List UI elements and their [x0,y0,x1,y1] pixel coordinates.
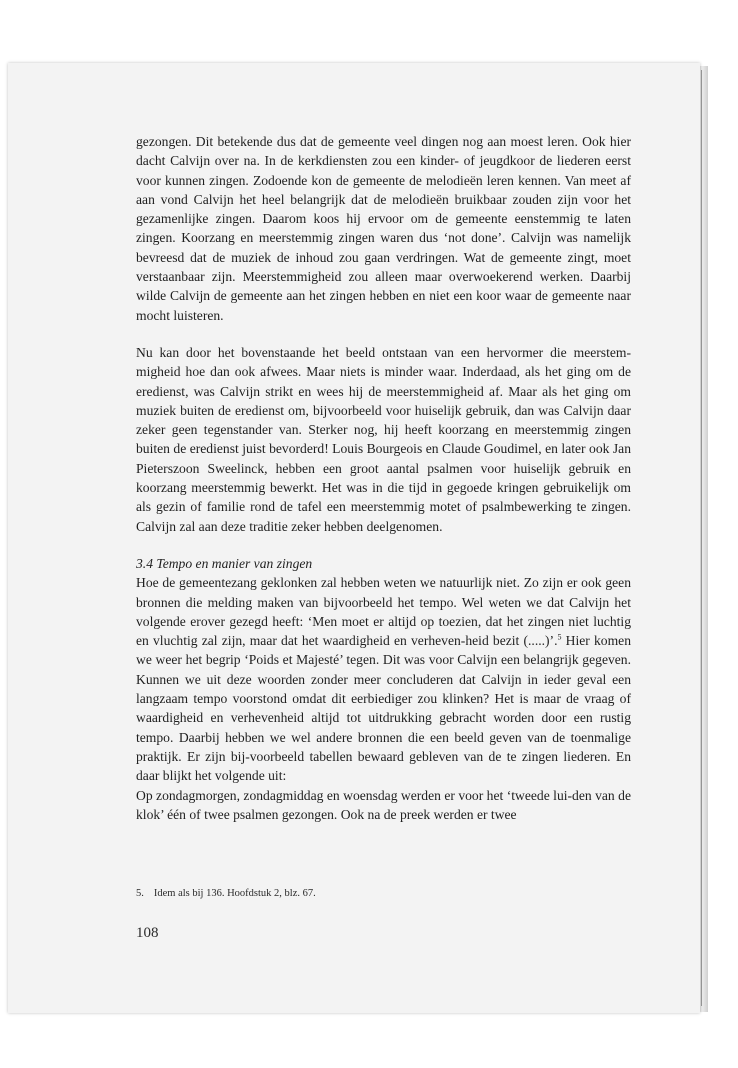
footnote-reference: 5 [557,632,562,642]
footnote [136,888,631,899]
page-edge-line [701,70,702,1006]
paragraph-4: Op zondagmorgen, zondagmiddag en woensdag werden er voor het ‘tweede lui-den van de klok’ één of twee psalmen gezongen. Ook na de preek werden er twee [136,787,631,822]
page-number: 108 [136,925,159,941]
footnote-number: 5. [136,888,144,899]
paragraph-3-text-b: Hier komen we weer het begrip ‘Poids et Majesté’ tegen. Dit was voor Calvijn een belangrijk gegeven. Kunnen we uit deze woorden zonder meer concluderen dat Calvijn in ieder geval een langzaam tempo voorstond omdat dit eerbiediger zou klinken? Het is maar de vraag of waardigheid en verhevenheid altijd tot uitdrukking gebracht worden door een rustig tempo. Daarbij hebben we wel andere bronnen die een beeld geven van de toenmalige praktijk. Er zijn bij-voorbeeld tabellen bewaard gebleven van de te zingen liederen. En daar blijkt het volgende uit: [136,633,631,784]
paragraph-3 [136,573,631,785]
paragraph-2: Nu kan door het bovenstaande het beeld ontstaan van een hervormer die meerstem-migheid hoe dan ook afwees. Maar niets is minder waar. Inderdaad, als het ging om de eredienst, was Calvijn strikt en wees hij de meerstemmigheid af. Maar als het ging om muziek buiten de eredienst om, bijvoorbeeld voor huiselijk gebruik, dan was Calvijn daar zeker geen tegenstander van. Sterker nog, hij heeft koorzang en meerstemmig zingen buiten de eredienst juist bevorderd! Louis Bourgeois en Claude Goudimel, en later ook Jan Pieterszoon Sweelinck, hebben een groot aantal psalmen voor huiselijk gebruik en koorzang meerstemmig bewerkt. Het was in die tijd in gegoede kringen gebruikelijk om als gezin of familie rond de tafel een meerstemmig motet of psalmbewerking te zingen. Calvijn zal aan deze traditie zeker hebben deelgenomen. [136,344,631,534]
section-heading: 3.4 Tempo en manier van zingen [136,555,313,571]
paragraph-1: gezongen. Dit betekende dus dat de gemeente veel dingen nog aan moest leren. Ook hier dacht Calvijn over na. In de kerkdiensten zou een kinder- of jeugdkoor de liederen eerst voor kunnen zingen. Zodoende kon de gemeente de melodieën leren kennen. Van meet af aan vond Calvijn het heel belangrijk dat de melodieën bruikbaar zouden zijn voor het gezamenlijke zingen. Daarom koos hij ervoor om de gemeente eenstemmig te laten zingen. Koorzang en meerstemmig zingen waren dus ‘not done’. Calvijn was namelijk bevreesd dat de muziek de inhoud zou gaan verdringen. Wat de gemeente zingt, moet verstaanbaar zijn. Meerstemmigheid zou alleen maar overwoekerend werken. Daarbij wilde Calvijn de gemeente aan het zingen hebben en niet een koor waar de gemeente naar mocht luisteren. [136,134,631,323]
body-text [136,132,631,824]
footnote-text: Idem als bij 136. Hoofdstuk 2, blz. 67. [153,888,316,899]
paragraph-3-text-a: Hoe de gemeentezang geklonken zal hebben weten we natuurlijk niet. Zo zijn er ook geen bronnen die melding maken van bijvoorbeeld het tempo. Wel weten we dat Calvijn het volgende erover gezegd heeft: ‘Men moet er altijd op toezien, dat het zingen niet luchtig en vluchtig zal zijn, maar dat het waardigheid en verheven-heid bezit (.....)’. [136,575,631,649]
